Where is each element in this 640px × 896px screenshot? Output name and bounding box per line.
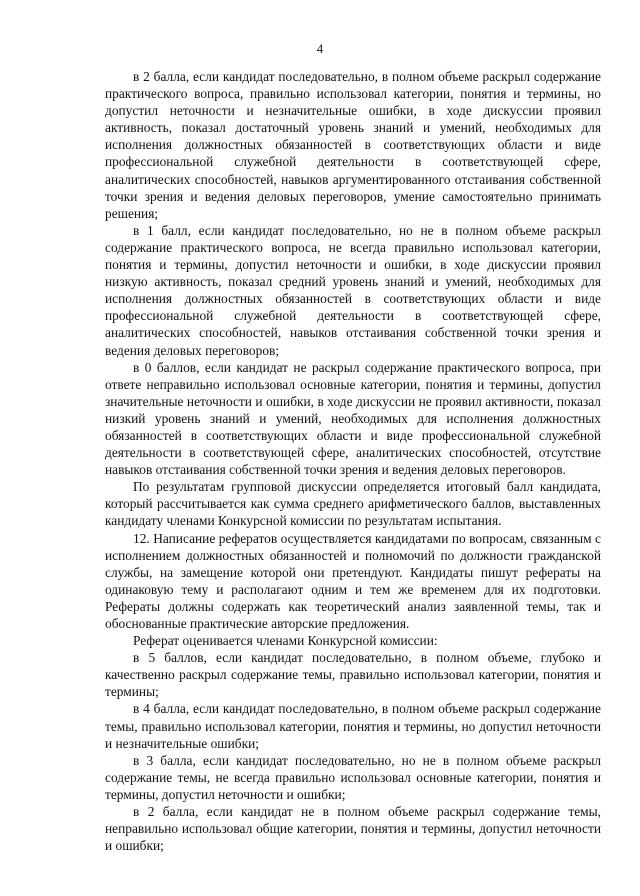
paragraph-score-2-practical: в 2 балла, если кандидат последовательно, в полном объеме раскрыл содержание практического вопроса, правильно использовал категории, понятия и термины, но допустил неточности и незначительные ошибки, в ходе дискуссии проявил активность, показал достаточный уровень знаний и умений, необходимых для исполнения должностных обязанностей в соответствующих области и виде профессиональной служебной деятельности в соответствующей сфере, аналитических способностей, навыков аргументированного отстаивания собственной точки зрения и ведения деловых переговоров, умение самостоятельно принимать решения; [105, 69, 601, 221]
paragraph-score-1-practical: в 1 балл, если кандидат последовательно, но не в полном объеме раскрыл содержание практического вопроса, не всегда правильно использовал категории, понятия и термины, допустил неточности и ошибки, в ходе дискуссии проявил низкую активность, показал средний уровень знаний и умений, необходимых для исполнения должностных обязанностей в соответствующих области и виде профессиональной служебной деятельности в соответствующей сфере, аналитических способностей, навыков отстаивания собственной точки зрения и ведения деловых переговоров; [105, 222, 601, 358]
paragraph-essay-writing: 12. Написание рефератов осуществляется кандидатами по вопросам, связанным с исполнением должностных обязанностей и полномочий по должности гражданской службы, на замещение которой они претендуют. Кандидаты пишут рефераты на одинаковую тему и располагают одним и тем же временем для их подготовки. Рефераты должны содержать как теоретический анализ заявленной темы, так и обоснованные практические авторские предложения. [105, 530, 601, 631]
paragraph-essay-evaluation-intro: Реферат оценивается членами Конкурсной комиссии: [133, 633, 438, 649]
document-body [105, 68, 601, 854]
page-number: 4 [316, 41, 324, 56]
paragraph-essay-score-4: в 4 балла, если кандидат последовательно, в полном объеме раскрыл содержание темы, правильно использовал категории, понятия и термины, но допустил неточности и незначительные ошибки; [105, 701, 601, 751]
paragraph-essay-score-2: в 2 балла, если кандидат не в полном объеме раскрыл содержание темы, неправильно использовал общие категории, понятия и термины, допустил неточности и ошибки; [105, 804, 601, 854]
paragraph-score-0-practical: в 0 баллов, если кандидат не раскрыл содержание практического вопроса, при ответе неправильно использовал основные категории, понятия и термины, допустил значительные неточности и ошибки, в ходе дискуссии не проявил активности, показал низкий уровень знаний и умений, необходимых для исполнения должностных обязанностей в соответствующих области и виде профессиональной служебной деятельности в соответствующей сфере, аналитических способностей, отсутствие навыков отстаивания собственной точки зрения и ведения деловых переговоров. [105, 359, 601, 478]
paragraph-essay-score-5: в 5 баллов, если кандидат последовательно, в полном объеме, глубоко и качественно раскрыл содержание темы, правильно использовал категории, понятия и термины; [105, 650, 601, 700]
paragraph-group-discussion-result: По результатам групповой дискуссии определяется итоговый балл кандидата, который рассчитывается как сумма среднего арифметического баллов, выставленных кандидату членами Конкурсной комиссии по результатам испытания. [105, 479, 601, 529]
paragraph-essay-score-3: в 3 балла, если кандидат последовательно, но не в полном объеме раскрыл содержание темы, не всегда правильно использовал основные категории, понятия и термины, допустил неточности и ошибки; [105, 752, 601, 802]
